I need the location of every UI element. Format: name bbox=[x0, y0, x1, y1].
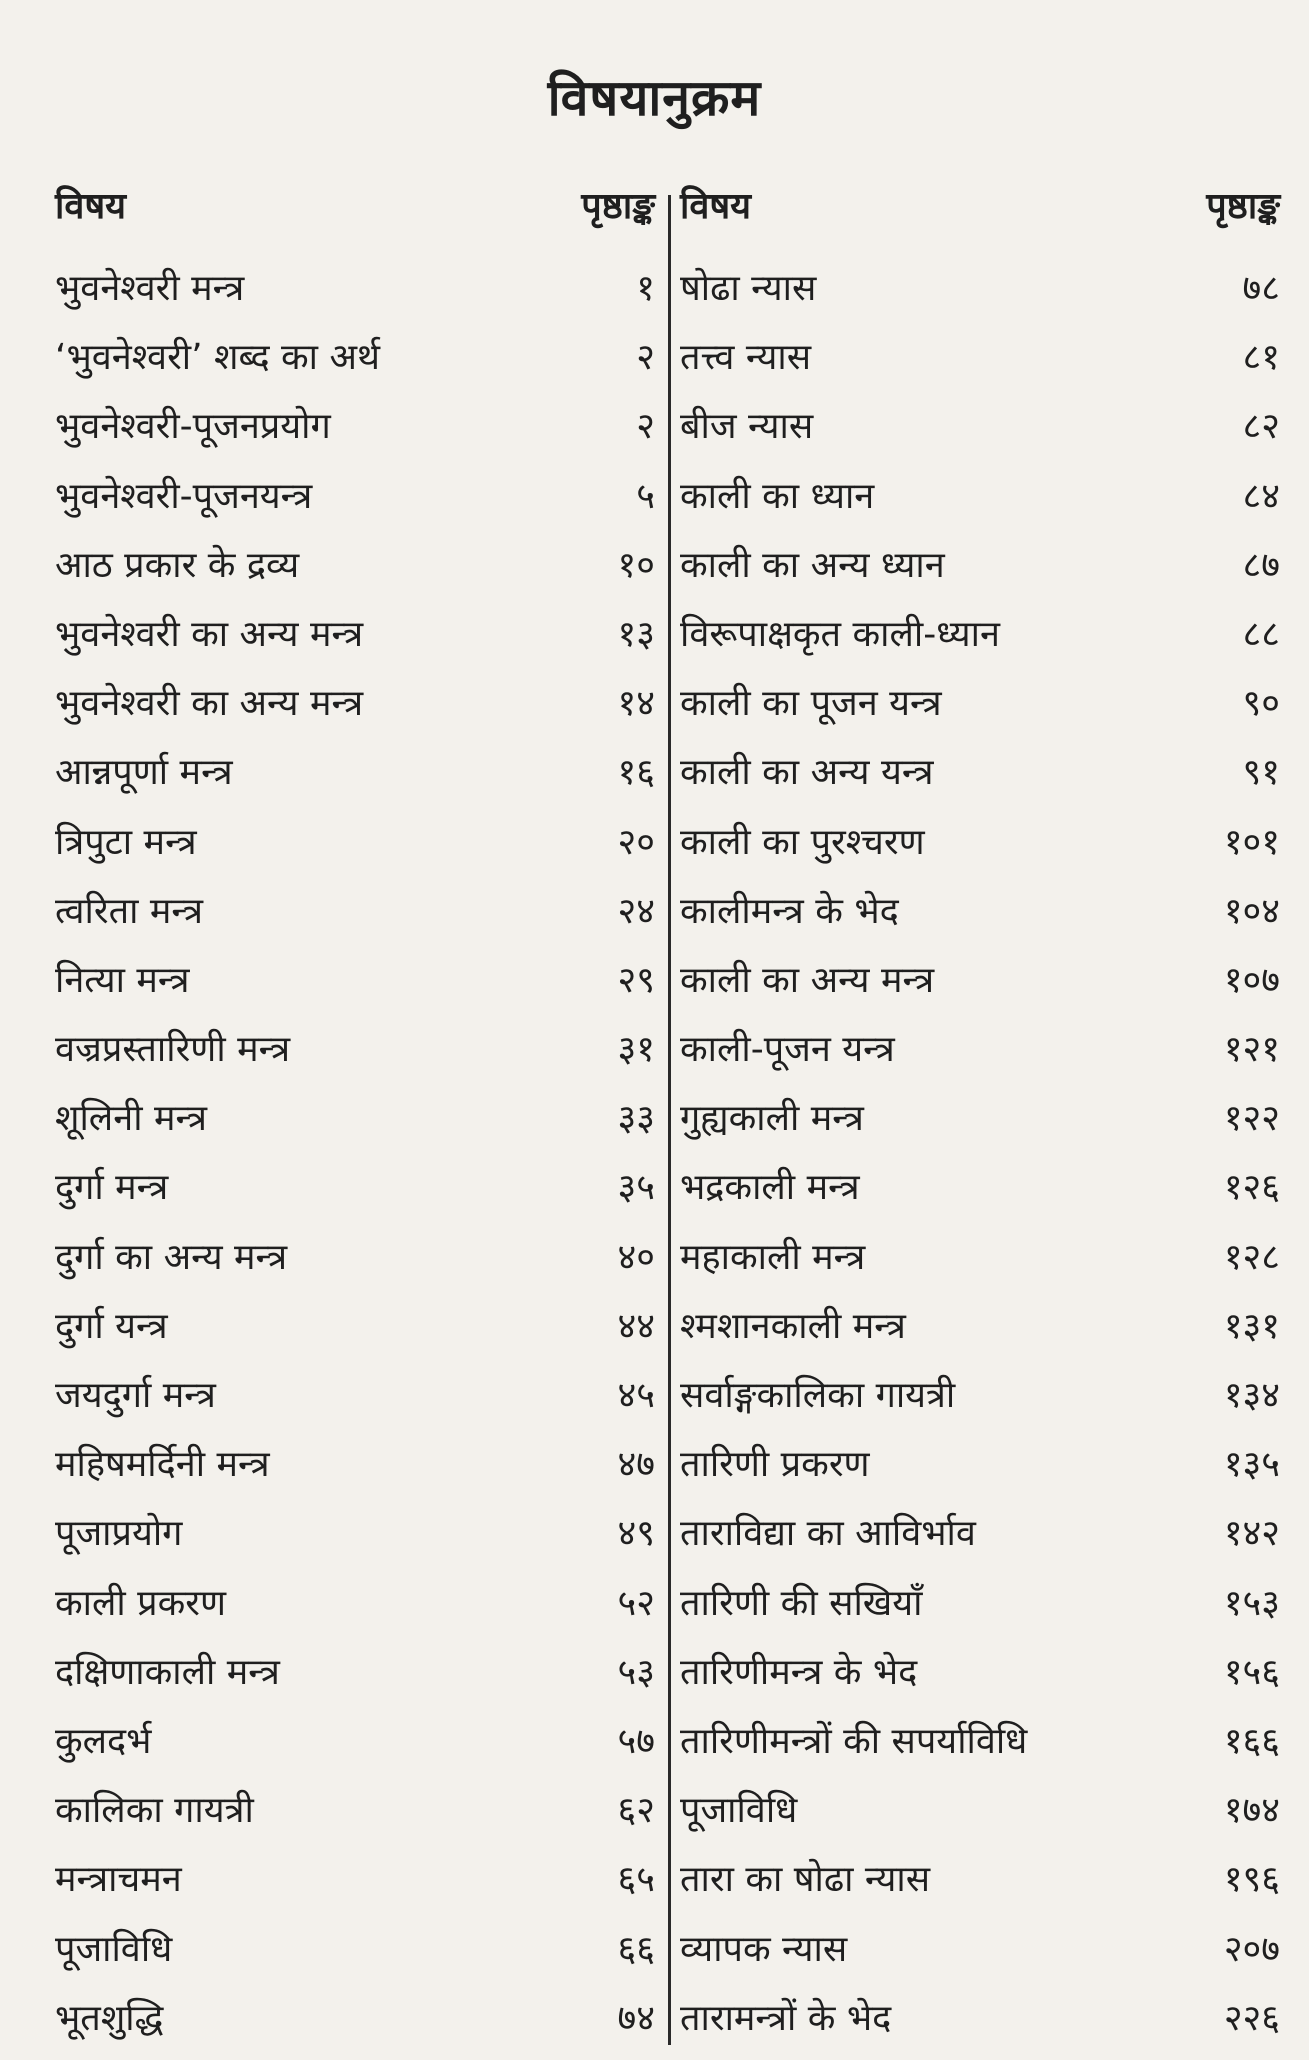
entry-topic: तारिणीमन्त्र के भेद bbox=[680, 1651, 918, 1693]
index-entry bbox=[55, 462, 655, 531]
index-entry bbox=[55, 1707, 655, 1776]
index-entry bbox=[55, 1292, 655, 1361]
entry-topic: तारिणी की सखियाँ bbox=[680, 1582, 923, 1624]
entry-page-number: १०४ bbox=[1223, 890, 1280, 932]
entry-page-number: ४५ bbox=[617, 1375, 655, 1416]
entry-page-number: २०७ bbox=[1223, 1928, 1280, 1970]
index-entry bbox=[680, 808, 1280, 877]
index-entry bbox=[680, 1292, 1280, 1361]
entry-page-number: २० bbox=[617, 821, 655, 863]
index-entry bbox=[55, 392, 655, 461]
entry-topic: दुर्गा मन्त्र bbox=[55, 1167, 169, 1209]
entry-topic: काली प्रकरण bbox=[55, 1582, 227, 1624]
index-entry bbox=[680, 877, 1280, 946]
entry-topic: भुवनेश्वरी-पूजनयन्त्र bbox=[55, 475, 313, 517]
entry-topic: महिषमर्दिनी मन्त्र bbox=[55, 1444, 270, 1486]
entry-page-number: १३५ bbox=[1223, 1444, 1280, 1486]
index-entry bbox=[680, 1084, 1280, 1153]
entry-topic: श्मशानकाली मन्त्र bbox=[680, 1305, 906, 1347]
entry-topic: बीज न्यास bbox=[680, 406, 814, 448]
index-entry bbox=[55, 1223, 655, 1292]
index-entry bbox=[680, 669, 1280, 738]
entry-topic: काली का अन्य यन्त्र bbox=[680, 752, 934, 794]
column-divider bbox=[668, 195, 671, 2045]
page-title: विषयानुक्रम bbox=[547, 69, 762, 127]
index-entry bbox=[680, 1776, 1280, 1845]
entry-page-number: २ bbox=[636, 406, 655, 448]
entry-page-number: ८८ bbox=[1242, 613, 1280, 655]
entry-topic: ताराविद्या का आविर्भाव bbox=[680, 1513, 976, 1555]
entry-topic: कालिका गायत्री bbox=[55, 1790, 254, 1832]
entry-topic: सर्वाङ्गकालिका गायत्री bbox=[680, 1375, 956, 1416]
entry-topic: कालीमन्त्र के भेद bbox=[680, 890, 899, 932]
entry-page-number: ४० bbox=[617, 1236, 655, 1278]
index-entry bbox=[55, 254, 655, 323]
entry-topic: महाकाली मन्त्र bbox=[680, 1236, 866, 1278]
index-entry bbox=[55, 946, 655, 1015]
entry-page-number: ४७ bbox=[617, 1444, 655, 1486]
entry-topic: दुर्गा यन्त्र bbox=[55, 1305, 168, 1347]
index-entry bbox=[680, 1499, 1280, 1568]
entry-page-number: १ bbox=[636, 268, 655, 309]
entry-page-number: १४२ bbox=[1223, 1513, 1280, 1555]
entry-topic: पूजाविधि bbox=[55, 1928, 173, 1970]
entry-topic: षोढा न्यास bbox=[680, 268, 817, 309]
index-entry bbox=[680, 738, 1280, 807]
entry-topic: भद्रकाली मन्त्र bbox=[680, 1167, 860, 1209]
entry-topic: दुर्गा का अन्य मन्त्र bbox=[55, 1236, 288, 1278]
entry-page-number: ४४ bbox=[617, 1305, 655, 1347]
entry-topic: त्वरिता मन्त्र bbox=[55, 890, 203, 932]
index-entry bbox=[680, 1638, 1280, 1707]
entry-topic: भूतशुद्धि bbox=[55, 1997, 164, 2039]
index-entry bbox=[55, 877, 655, 946]
entry-page-number: ८१ bbox=[1242, 337, 1280, 379]
entry-topic: मन्त्राचमन bbox=[55, 1859, 182, 1901]
entry-page-number: १०७ bbox=[1223, 959, 1280, 1001]
index-entry bbox=[680, 531, 1280, 600]
entry-page-number: १० bbox=[617, 544, 655, 586]
entry-topic: भुवनेश्वरी का अन्य मन्त्र bbox=[55, 613, 364, 655]
index-entry bbox=[680, 1569, 1280, 1638]
page-number-header: पृष्ठाङ्क bbox=[581, 186, 655, 227]
entry-page-number: १५३ bbox=[1223, 1582, 1280, 1624]
index-entry bbox=[55, 531, 655, 600]
entry-page-number: ७८ bbox=[1242, 268, 1280, 309]
entry-page-number: ३१ bbox=[617, 1029, 655, 1071]
index-entry bbox=[680, 1430, 1280, 1499]
index-entry bbox=[55, 738, 655, 807]
index-entry bbox=[55, 1015, 655, 1084]
entry-page-number: ४९ bbox=[617, 1513, 655, 1555]
entry-topic: तारिणीमन्त्रों की सपर्याविधि bbox=[680, 1720, 1028, 1762]
entry-page-number: ५३ bbox=[617, 1651, 655, 1693]
index-entry bbox=[680, 462, 1280, 531]
entry-page-number: २ bbox=[636, 337, 655, 379]
index-entry bbox=[55, 1084, 655, 1153]
entry-topic: तारामन्त्रों के भेद bbox=[680, 1997, 892, 2039]
entry-topic: काली का अन्य मन्त्र bbox=[680, 959, 935, 1001]
entry-page-number: ३३ bbox=[617, 1098, 655, 1140]
entry-page-number: २४ bbox=[617, 890, 655, 932]
index-entry bbox=[680, 254, 1280, 323]
entry-topic: कुलदर्भ bbox=[55, 1720, 152, 1762]
right-entry-list bbox=[680, 254, 1280, 2053]
entry-page-number: १३४ bbox=[1223, 1375, 1280, 1416]
entry-topic: त्रिपुटा मन्त्र bbox=[55, 821, 197, 863]
entry-page-number: १६६ bbox=[1223, 1720, 1280, 1762]
entry-topic: आन्नपूर्णा मन्त्र bbox=[55, 752, 233, 794]
entry-topic: काली का अन्य ध्यान bbox=[680, 544, 945, 586]
entry-topic: काली का पुरश्चरण bbox=[680, 821, 925, 863]
entry-page-number: ६२ bbox=[617, 1790, 655, 1832]
entry-page-number: ८४ bbox=[1242, 475, 1280, 517]
index-entry bbox=[680, 1984, 1280, 2053]
left-entry-list bbox=[55, 254, 655, 2053]
entry-topic: तत्त्व न्यास bbox=[680, 337, 812, 379]
index-entry bbox=[55, 323, 655, 392]
index-entry bbox=[55, 1915, 655, 1984]
entry-page-number: १३ bbox=[617, 613, 655, 655]
index-entry bbox=[680, 946, 1280, 1015]
right-column-header bbox=[680, 180, 1280, 254]
entry-page-number: २९ bbox=[617, 959, 655, 1001]
entry-topic: शूलिनी मन्त्र bbox=[55, 1098, 208, 1140]
entry-page-number: १६ bbox=[617, 752, 655, 794]
index-entry bbox=[55, 1153, 655, 1222]
entry-topic: तारा का षोढा न्यास bbox=[680, 1859, 931, 1901]
entry-topic: भुवनेश्वरी का अन्य मन्त्र bbox=[55, 683, 364, 725]
entry-page-number: १०१ bbox=[1223, 821, 1280, 863]
entry-topic: काली का पूजन यन्त्र bbox=[680, 683, 942, 725]
entry-page-number: १९६ bbox=[1223, 1859, 1280, 1901]
index-entry bbox=[680, 1707, 1280, 1776]
entry-page-number: ९१ bbox=[1242, 752, 1280, 794]
entry-page-number: १३१ bbox=[1223, 1305, 1280, 1347]
index-entry bbox=[55, 1845, 655, 1914]
index-entry bbox=[55, 1361, 655, 1430]
index-entry bbox=[55, 1569, 655, 1638]
entry-topic: गुह्यकाली मन्त्र bbox=[680, 1098, 864, 1140]
entry-topic: तारिणी प्रकरण bbox=[680, 1444, 870, 1486]
entry-topic: पूजाविधि bbox=[680, 1790, 798, 1832]
index-entry bbox=[55, 669, 655, 738]
index-entry bbox=[55, 600, 655, 669]
entry-page-number: १२१ bbox=[1223, 1029, 1280, 1071]
index-entry bbox=[55, 1430, 655, 1499]
entry-page-number: १७४ bbox=[1223, 1790, 1280, 1832]
entry-page-number: १२८ bbox=[1223, 1236, 1280, 1278]
topic-header: विषय bbox=[680, 186, 752, 227]
right-column bbox=[680, 180, 1280, 2053]
index-entry bbox=[55, 1638, 655, 1707]
index-entry bbox=[55, 1984, 655, 2053]
entry-page-number: ९० bbox=[1242, 683, 1280, 725]
entry-page-number: २२६ bbox=[1223, 1997, 1280, 2039]
entry-topic: पूजाप्रयोग bbox=[55, 1513, 183, 1555]
entry-topic: काली का ध्यान bbox=[680, 475, 875, 517]
index-entry bbox=[680, 1223, 1280, 1292]
entry-page-number: ३५ bbox=[617, 1167, 655, 1209]
entry-topic: भुवनेश्वरी मन्त्र bbox=[55, 268, 245, 309]
entry-topic: वज्रप्रस्तारिणी मन्त्र bbox=[55, 1029, 291, 1071]
entry-page-number: ८७ bbox=[1242, 544, 1280, 586]
index-entry bbox=[55, 808, 655, 877]
index-entry bbox=[680, 323, 1280, 392]
index-entry bbox=[680, 392, 1280, 461]
topic-header: विषय bbox=[55, 186, 127, 227]
entry-page-number: ५२ bbox=[617, 1582, 655, 1624]
entry-page-number: ६६ bbox=[617, 1928, 655, 1970]
entry-page-number: ५७ bbox=[617, 1720, 655, 1762]
entry-page-number: १२६ bbox=[1223, 1167, 1280, 1209]
entry-topic: भुवनेश्वरी-पूजनप्रयोग bbox=[55, 406, 331, 448]
entry-page-number: १२२ bbox=[1223, 1098, 1280, 1140]
entry-topic: काली-पूजन यन्त्र bbox=[680, 1029, 895, 1071]
entry-topic: दक्षिणाकाली मन्त्र bbox=[55, 1651, 280, 1693]
index-entry bbox=[680, 1915, 1280, 1984]
left-column bbox=[55, 180, 655, 2053]
entry-topic: जयदुर्गा मन्त्र bbox=[55, 1375, 216, 1416]
index-entry bbox=[680, 600, 1280, 669]
entry-page-number: ७४ bbox=[617, 1997, 655, 2039]
entry-page-number: १५६ bbox=[1223, 1651, 1280, 1693]
index-entry bbox=[680, 1015, 1280, 1084]
left-column-header bbox=[55, 180, 655, 254]
entry-topic: आठ प्रकार के द्रव्य bbox=[55, 544, 300, 586]
index-entry bbox=[680, 1845, 1280, 1914]
entry-topic: विरूपाक्षकृत काली-ध्यान bbox=[680, 613, 1000, 655]
index-entry bbox=[680, 1361, 1280, 1430]
index-entry bbox=[55, 1499, 655, 1568]
entry-page-number: ५ bbox=[636, 475, 655, 517]
entry-page-number: ८२ bbox=[1242, 406, 1280, 448]
entry-page-number: ६५ bbox=[617, 1859, 655, 1901]
page-number-header: पृष्ठाङ्क bbox=[1206, 186, 1280, 227]
entry-topic: नित्या मन्त्र bbox=[55, 959, 190, 1001]
entry-topic: ‘भुवनेश्वरी’ शब्द का अर्थ bbox=[55, 337, 380, 379]
index-entry bbox=[55, 1776, 655, 1845]
entry-topic: व्यापक न्यास bbox=[680, 1928, 848, 1970]
index-entry bbox=[680, 1153, 1280, 1222]
entry-page-number: १४ bbox=[617, 683, 655, 725]
